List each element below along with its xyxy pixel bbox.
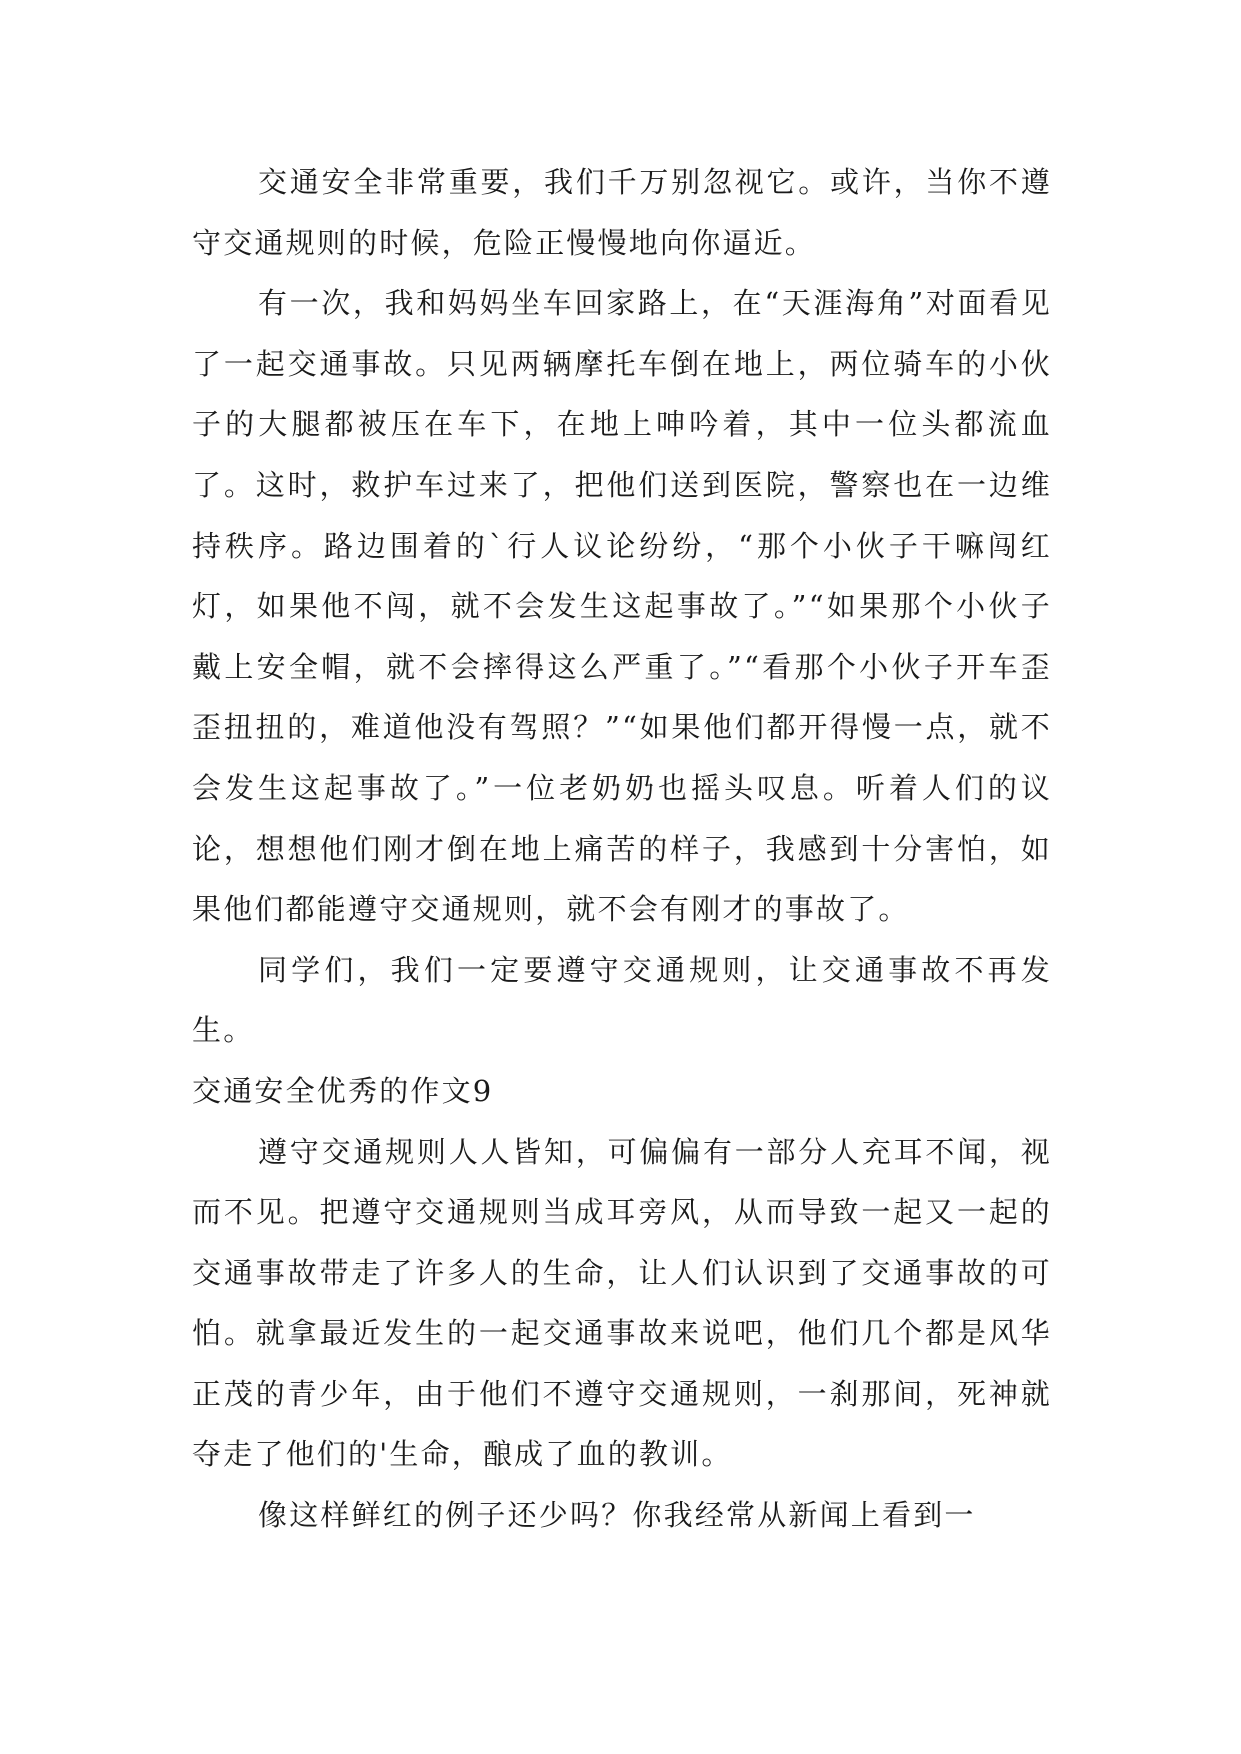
paragraph-call-to-action: 同学们，我们一定要遵守交通规则，让交通事故不再发生。 (192, 952, 1052, 1048)
paragraph-accident-story: 有一次，我和妈妈坐车回家路上，在“天涯海角”对面看见了一起交通事故。只见两辆摩托车倒在地上，两位骑车的小伙子的大腿都被压在车下，在地上呻吟着，其中一位头都流血了。这时，救护车过来了，把他们送到医院，警察也在一边维持秩序。路边围着的`行人议论纷纷，“那个小伙子干嘛闯红灯，如果他不闯，就不会发生这起事故了。”“如果那个小伙子戴上安全帽，就不会摔得这么严重了。”“看那个小伙子开车歪歪扭扭的，难道他没有驾照？”“如果他们都开得慢一点，就不会发生这起事故了。”一位老奶奶也摇头叹息。听着人们的议论，想想他们刚才倒在地上痛苦的样子，我感到十分害怕，如果他们都能遵守交通规则，就不会有刚才的事故了。 (192, 286, 1052, 927)
paragraph-rules-ignored: 遵守交通规则人人皆知，可偏偏有一部分人充耳不闻，视而不见。把遵守交通规则当成耳旁风，从而导致一起又一起的交通事故带走了许多人的生命，让人们认识到了交通事故的可怕。就拿最近发生的一起交通事故来说吧，他们几个都是风华正茂的青少年，由于他们不遵守交通规则，一刹那间，死神就夺走了他们的'生命，酿成了血的教训。 (192, 1134, 1052, 1472)
paragraph-examples: 像这样鲜红的例子还少吗？你我经常从新闻上看到一 (258, 1498, 976, 1533)
essay-heading: 交通安全优秀的作文9 (192, 1073, 494, 1108)
paragraph-intro: 交通安全非常重要，我们千万别忽视它。或许，当你不遵守交通规则的时候，危险正慢慢地向你逼近。 (192, 165, 1052, 260)
text-column (192, 152, 1052, 1546)
